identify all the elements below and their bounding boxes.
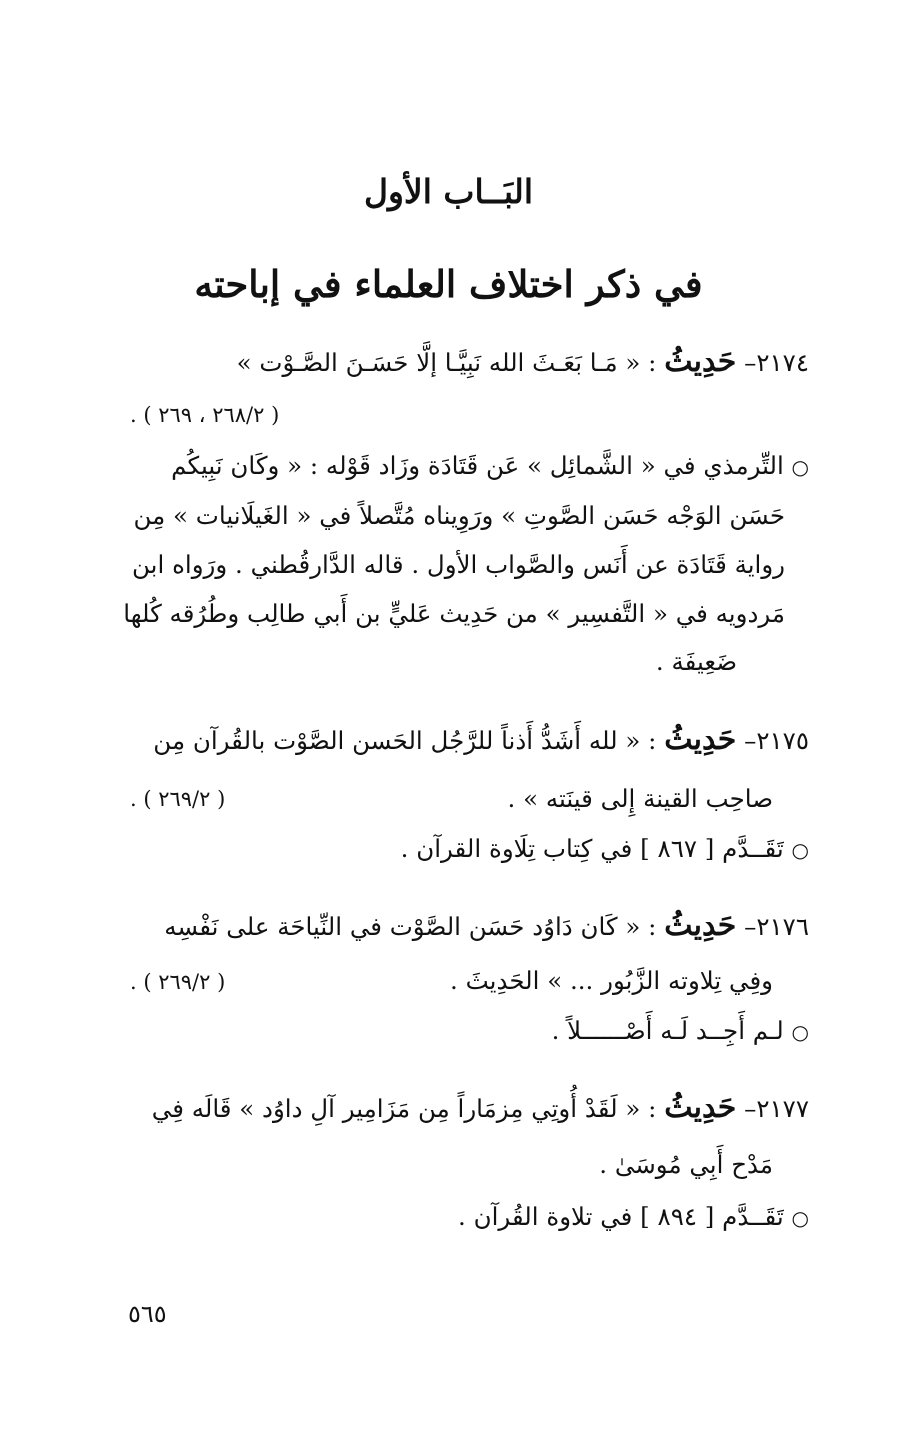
chapter-title: البَــاب الأول xyxy=(363,172,534,211)
hadith-2176-line2: وفِي تِلاوته الزَّبُور ... » الحَدِيثَ . xyxy=(450,966,773,995)
hadith-2174-comment-line4: مَردويه في « التَّفسِير » من حَدِيث عَليٍّ بن أَبي طالِب وطُرُقه كُلها xyxy=(123,599,785,628)
hadith-2176-source: ( ٢٦٩/٢ ) . xyxy=(130,970,226,994)
hadith-keyword: حَدِيثُ xyxy=(664,722,737,757)
page-number: ٥٦٥ xyxy=(128,1300,167,1328)
hadith-2174-comment-line3: رواية قَتَادَة عن أَنَس والصَّواب الأول . قاله الدَّارقُطني . ورَواه ابن xyxy=(132,550,785,579)
hadith-2177-line1: ٢١٧٧– حَدِيثُ : « لَقَدْ أُوتِي مِزمَاراً مِن مَزَامِير آلِ داوُد » قَالَه فِي xyxy=(151,1090,809,1125)
hadith-keyword: حَدِيثُ xyxy=(664,908,737,943)
hadith-keyword: حَدِيثُ xyxy=(664,344,737,379)
section-title: في ذكر اختلاف العلماء في إباحته xyxy=(194,262,703,306)
circle-bullet-icon: ○ xyxy=(791,838,809,862)
hadith-2175-line1: ٢١٧٥– حَدِيثُ : « لله أَشَدُّ أَذناً للرَّجُل الحَسن الصَّوْت بالقُرآن مِن xyxy=(153,722,809,757)
hadith-2175-line2: صاحِب القينة إِلى قينَته » . xyxy=(507,784,773,813)
hadith-number: ٢١٧٧ xyxy=(756,1094,809,1123)
hadith-2175-source: ( ٢٦٩/٢ ) . xyxy=(130,787,226,811)
hadith-2174-comment-line1: ○ التِّرمذي في « الشَّمائِل » عَن قَتَادَة وزَاد قَوْله : « وكَان نَبِيكُم xyxy=(171,451,809,480)
hadith-number: ٢١٧٤ xyxy=(756,348,809,377)
hadith-2174-comment-line2: حَسَن الوَجْه حَسَن الصَّوتِ » ورَوِيناه مُتَّصلاً في « الغَيلَانيات » مِن xyxy=(133,501,785,530)
hadith-keyword: حَدِيثُ xyxy=(664,1090,737,1125)
hadith-2177-line2: مَدْح أَبِي مُوسَىٰ . xyxy=(599,1150,773,1179)
hadith-number: ٢١٧٥ xyxy=(756,726,809,755)
hadith-2174-comment-line5: ضَعِيفَة . xyxy=(655,647,737,676)
circle-bullet-icon: ○ xyxy=(791,1020,809,1044)
hadith-2176-comment: ○ لـم أَجِــد لَـه أَصْــــــلاً . xyxy=(551,1016,809,1045)
hadith-text: « مَـا بَعَـثَ الله نَبِيَّـا إلَّا حَسَـنَ الصَّـوْت » xyxy=(236,348,641,377)
circle-bullet-icon: ○ xyxy=(791,455,809,479)
hadith-text: « كَان دَاوُد حَسَن الصَّوْت في النِّياحَة على نَفْسِه xyxy=(164,912,641,941)
hadith-text: « لله أَشَدُّ أَذناً للرَّجُل الحَسن الصَّوْت بالقُرآن مِن xyxy=(153,726,641,755)
hadith-text: « لَقَدْ أُوتِي مِزمَاراً مِن مَزَامِير آلِ داوُد » قَالَه فِي xyxy=(151,1094,641,1123)
hadith-2175-comment: ○ تَقَــدَّم [ ٨٦٧ ] في كِتاب تِلَاوة القرآن . xyxy=(400,834,809,863)
hadith-2174-line1: ٢١٧٤– حَدِيثُ : « مَـا بَعَـثَ الله نَبِيَّـا إلَّا حَسَـنَ الصَّـوْت » xyxy=(236,344,809,379)
hadith-number: ٢١٧٦ xyxy=(756,912,809,941)
hadith-2174-source: ( ٢٦٨/٢ ، ٢٦٩ ) . xyxy=(130,403,280,427)
hadith-2177-comment: ○ تَقَــدَّم [ ٨٩٤ ] في تلاوة القُرآن . xyxy=(458,1202,809,1231)
hadith-2176-line1: ٢١٧٦– حَدِيثُ : « كَان دَاوُد حَسَن الصَّوْت في النِّياحَة على نَفْسِه xyxy=(164,908,809,943)
circle-bullet-icon: ○ xyxy=(791,1206,809,1230)
